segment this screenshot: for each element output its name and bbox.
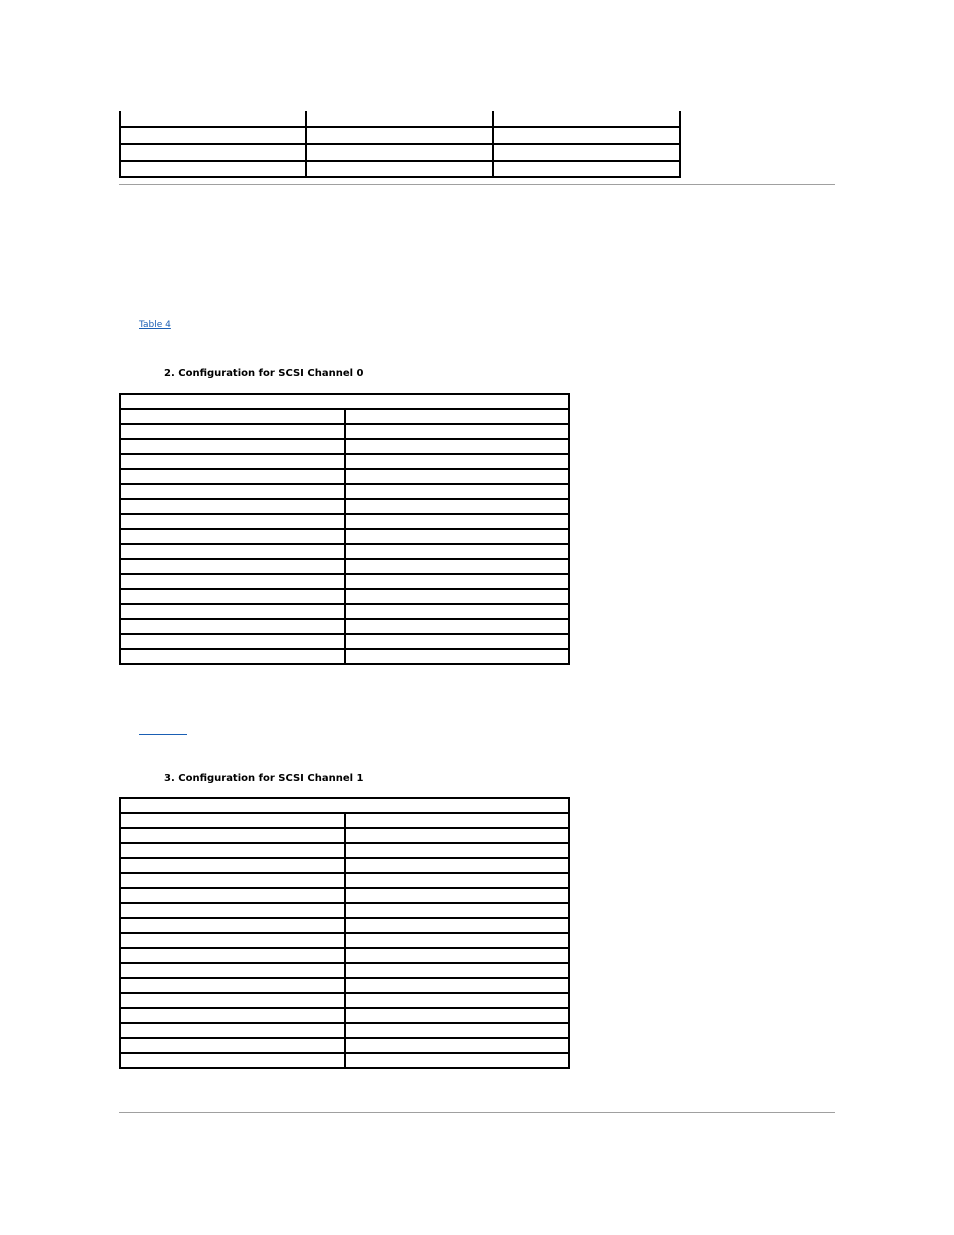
table-row <box>120 1053 569 1068</box>
table-row <box>120 933 569 948</box>
table-border <box>119 143 681 145</box>
table-row <box>120 544 569 559</box>
table-row <box>120 649 569 664</box>
table-row <box>120 1038 569 1053</box>
table-row <box>120 454 569 469</box>
table-row <box>120 514 569 529</box>
table-row <box>120 589 569 604</box>
table-row <box>120 993 569 1008</box>
table-title-row <box>120 394 569 409</box>
table-row <box>120 499 569 514</box>
table-row <box>120 1008 569 1023</box>
back-link[interactable] <box>139 734 187 735</box>
table-row <box>120 918 569 933</box>
table-row <box>120 858 569 873</box>
top-table-fragment <box>119 111 681 178</box>
section2-heading: 2. Configuration for SCSI Channel 0 <box>164 368 364 379</box>
section3-heading: 3. Configuration for SCSI Channel 1 <box>164 773 364 784</box>
table-row <box>120 903 569 918</box>
table-row <box>120 873 569 888</box>
table-row <box>120 888 569 903</box>
table-row <box>120 469 569 484</box>
horizontal-rule <box>119 184 835 185</box>
table-row <box>120 604 569 619</box>
table-row <box>120 634 569 649</box>
table-row <box>120 559 569 574</box>
table-border <box>119 176 681 178</box>
table-border <box>119 126 681 128</box>
scsi-channel1-table <box>119 797 570 1069</box>
table-row <box>120 843 569 858</box>
table-row <box>120 439 569 454</box>
table-row <box>120 529 569 544</box>
table-row <box>120 619 569 634</box>
table-row <box>120 574 569 589</box>
table-row <box>120 978 569 993</box>
table-row <box>120 409 569 424</box>
table-row <box>120 424 569 439</box>
table-row <box>120 1023 569 1038</box>
table-row <box>120 828 569 843</box>
horizontal-rule <box>119 1112 835 1113</box>
scsi-channel0-table <box>119 393 570 665</box>
table-row <box>120 963 569 978</box>
table-border <box>119 160 681 162</box>
table4-link[interactable]: Table 4 <box>139 320 171 330</box>
table-title-row <box>120 798 569 813</box>
table-row <box>120 484 569 499</box>
table-row <box>120 948 569 963</box>
table-row <box>120 813 569 828</box>
